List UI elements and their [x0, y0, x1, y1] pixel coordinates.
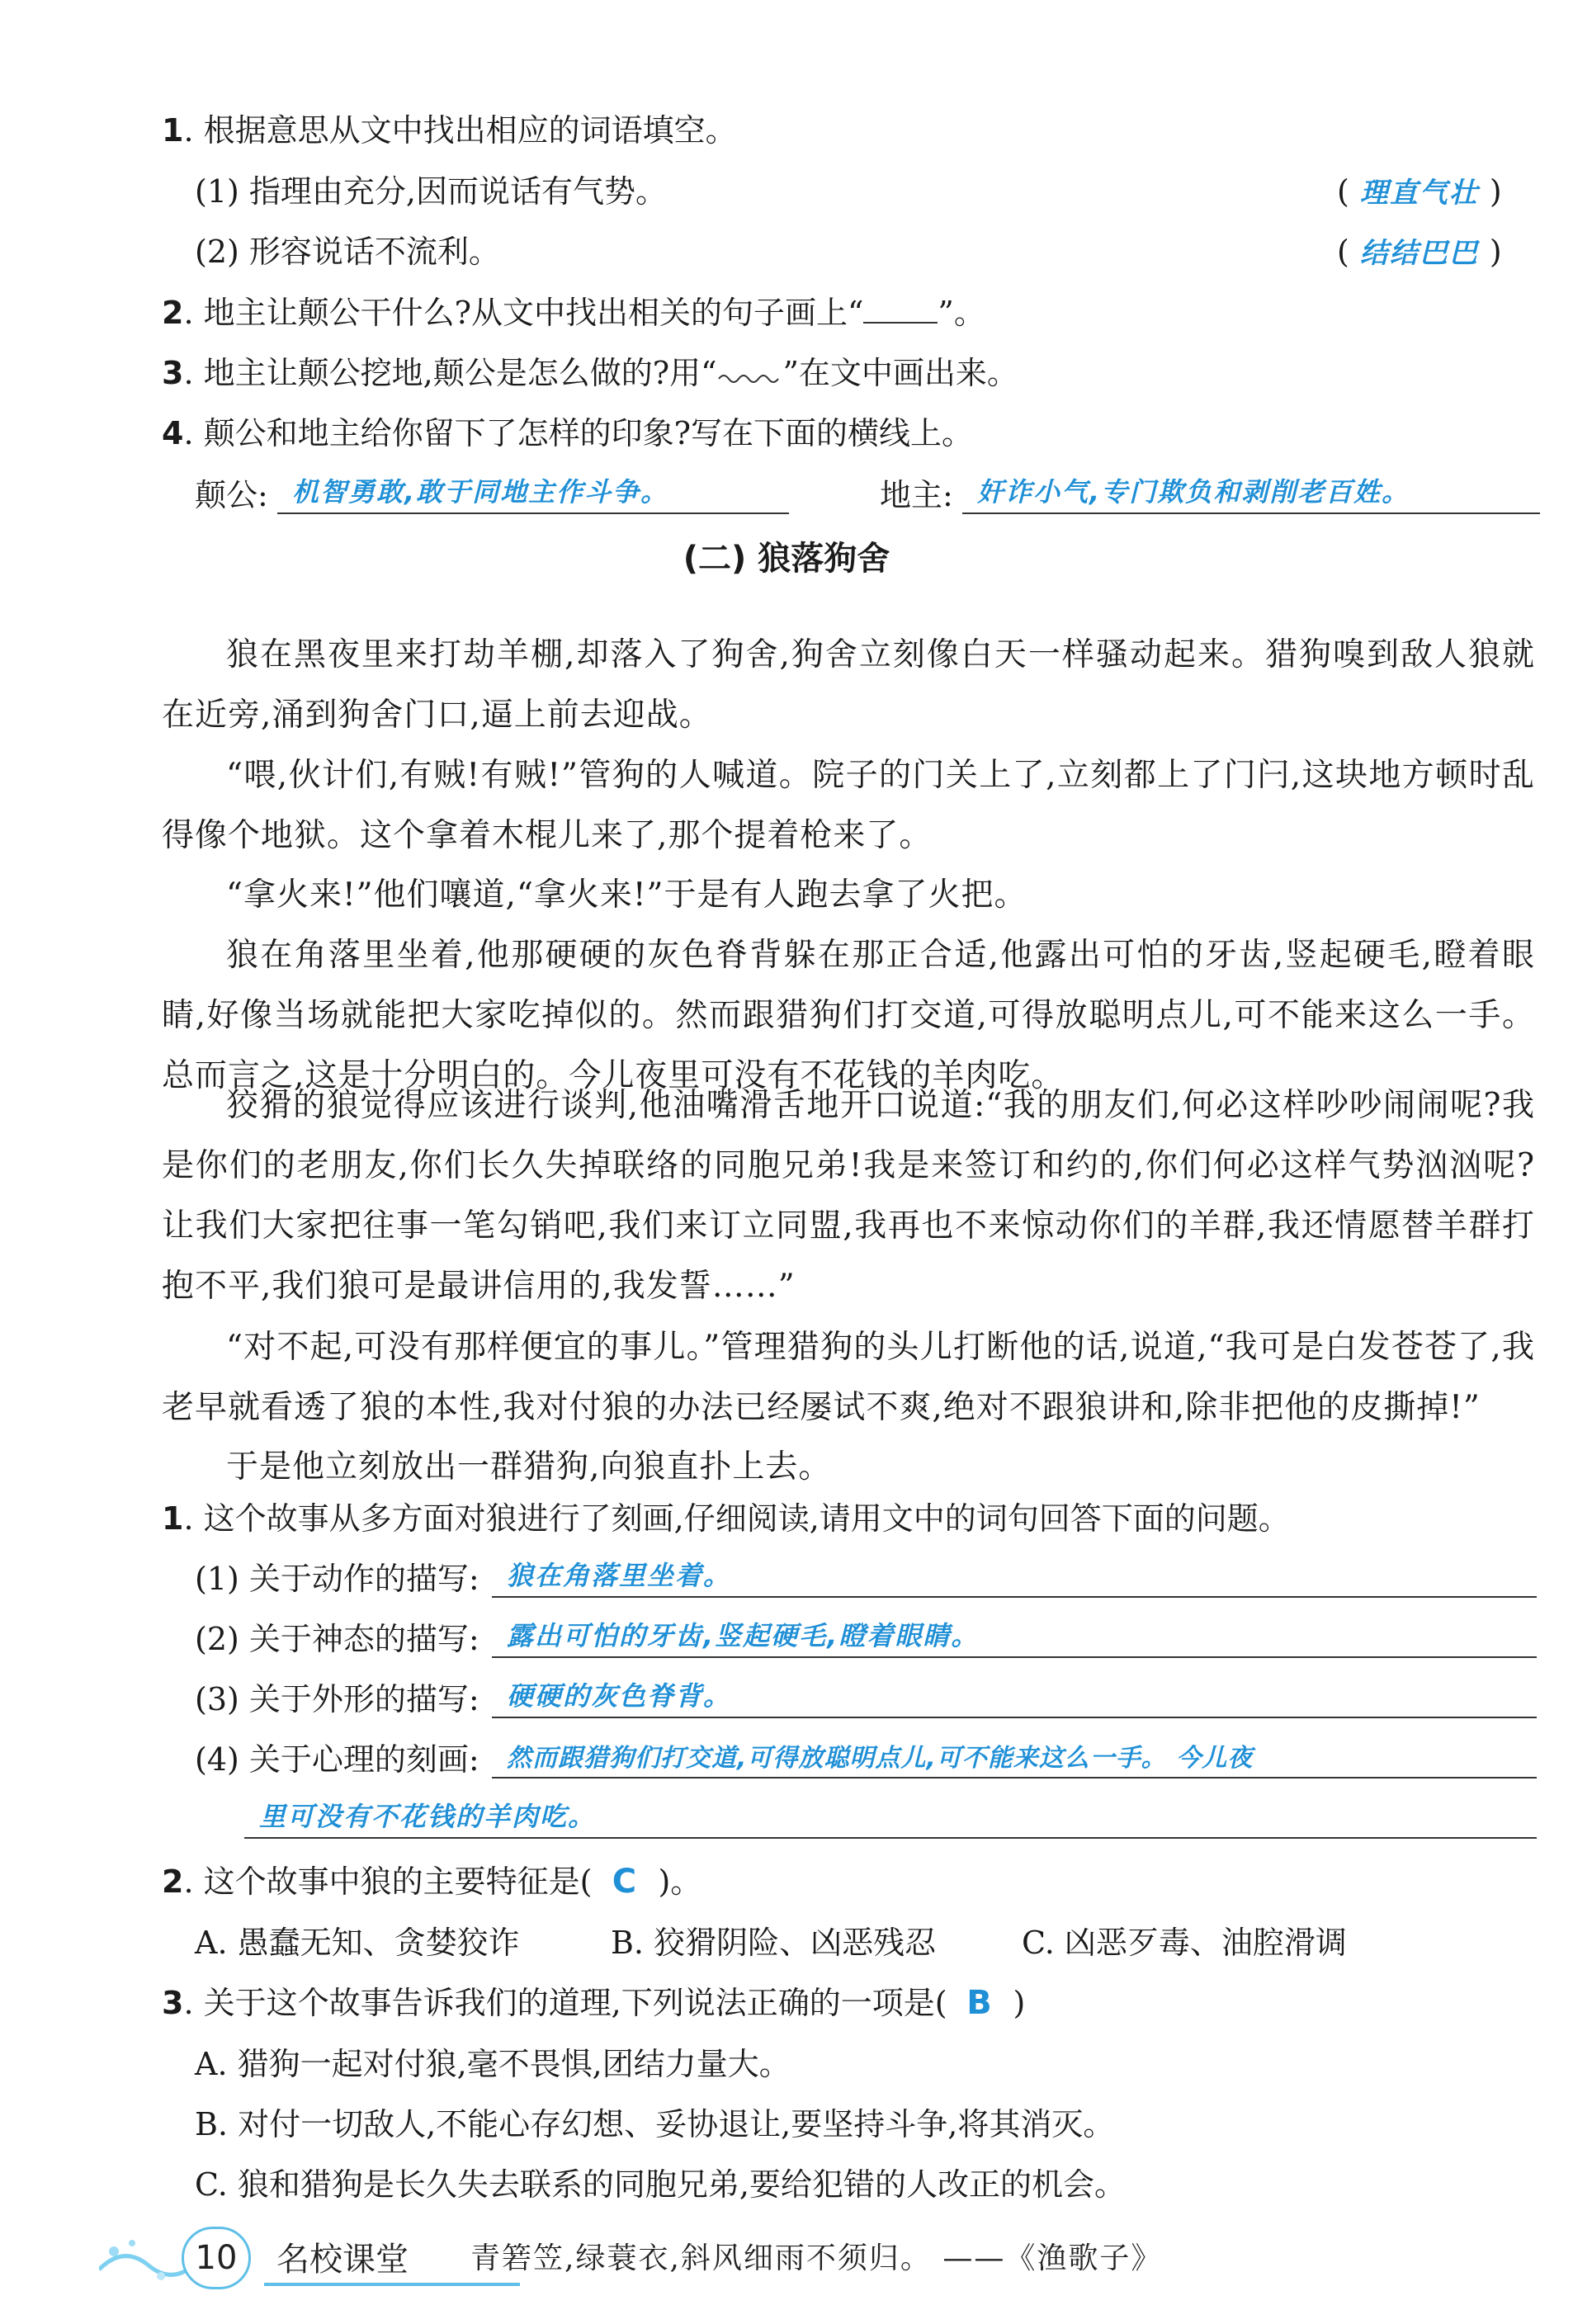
footer-underline	[264, 2283, 520, 2286]
q-expression-label: (2) 关于神态的描写:	[195, 1621, 479, 1657]
question-number: 2	[162, 1863, 184, 1900]
passage-paragraph: “拿火来!”他们嚷道,“拿火来!”于是有人跑去拿了火把。	[226, 876, 1027, 914]
question-4	[162, 413, 973, 454]
passage-paragraph: “喂,伙计们,有贼!有贼!”管狗的人喊道。院子的门关上了,立刻都上了门闩,这块地方顿时乱得像个地狱。这个拿着木棍儿来了,那个提着枪来了。	[162, 757, 1535, 854]
answer-text: 露出可怕的牙齿,竖起硬毛,瞪着眼睛。	[507, 1620, 980, 1651]
question-text: . 这个故事从多方面对狼进行了刻画,仔细阅读,请用文中的词句回答下面的问题。	[183, 1500, 1290, 1537]
wavy-underline-mark	[717, 352, 783, 377]
question-text: )	[1013, 1985, 1026, 2021]
q-psychology-label: (4) 关于心理的刻画:	[195, 1741, 479, 1778]
question-text: . 这个故事中狼的主要特征是(	[183, 1863, 593, 1900]
answer-text: 狼在角落里坐着。	[507, 1560, 732, 1591]
q-appearance-answer-line	[492, 1677, 1537, 1718]
question-1-2	[195, 231, 500, 272]
answer-text: 然而跟猎狗们打交道,可得放聪明点儿,可不能来这么一手。 今儿夜	[507, 1744, 1254, 1773]
question-2-2	[162, 1861, 701, 1902]
answer-text: 理直气壮	[1359, 177, 1479, 210]
q4-dizhu-label: 地主:	[880, 477, 953, 513]
question-2-3	[162, 1982, 1025, 2024]
question-1	[162, 110, 737, 151]
question-number: 3	[162, 1985, 184, 2021]
option-a: A. 猎狗一起对付狼,毫不畏惧,团结力量大。	[195, 2046, 791, 2082]
question-3	[162, 352, 1018, 394]
question-number: 1	[162, 112, 184, 149]
passage-paragraph: 狼在黑夜里来打劫羊棚,却落入了狗舍,狗舍立刻像白天一样骚动起来。猎狗嗅到敌人狼就在近旁,涌到狗舍门口,逼上前去迎战。	[162, 636, 1535, 734]
question-1-1	[195, 171, 667, 212]
question-2-1	[162, 1498, 1290, 1539]
passage-paragraph: 狡猾的狼觉得应该进行谈判,他油嘴滑舌地开口说道:“我的朋友们,何必这样吵吵闹闹呢?我是你们的老朋友,你们长久失掉联络的同胞兄弟!我是来签订和约的,你们何必这样气势汹汹呢?让我们大家把往事一笔勾销吧,我们来订立同盟,我再也不来惊动你们的羊群,我还情愿替羊群打抱不平,我们狼可是最讲信用的,我发誓……”	[162, 1087, 1535, 1305]
answer-bracket-1-1: ( 理直气壮 )	[1337, 171, 1502, 214]
question-text: (1) 指理由充分,因而说话有气势。	[195, 173, 667, 210]
question-number: 1	[162, 1500, 184, 1537]
answer-text: 结结巴巴	[1359, 237, 1479, 270]
q-psychology-answer-line-2	[244, 1797, 1537, 1839]
question-text: . 颠公和地主给你留下了怎样的印象?写在下面的横线上。	[183, 415, 973, 451]
straight-underline-mark	[863, 297, 938, 324]
footer-quote: 青箬笠,绿蓑衣,斜风细雨不须归。 ——《渔歌子》	[470, 2241, 1163, 2275]
question-text: . 地主让颠公干什么?从文中找出相关的句子画上“	[183, 295, 864, 331]
question-text: . 关于这个故事告诉我们的道理,下列说法正确的一项是(	[183, 1985, 947, 2021]
question-number: 4	[162, 415, 184, 451]
option-c: C. 狼和猎狗是长久失去联系的同胞兄弟,要给犯错的人改正的机会。	[195, 2166, 1126, 2203]
option-b: B. 对付一切敌人,不能心存幻想、妥协退让,要坚持斗争,将其消灭。	[195, 2106, 1115, 2142]
passage-paragraph: “对不起,可没有那样便宜的事儿。”管理猎狗的头儿打断他的话,说道,“我可是白发苍苍了,我老早就看透了狼的本性,我对付狼的办法已经屡试不爽,绝对不跟狼讲和,除非把他的皮撕掉!”	[162, 1329, 1535, 1426]
question-text: . 根据意思从文中找出相应的词语填空。	[183, 112, 737, 149]
passage-paragraph: 于是他立刻放出一群猎狗,向狼直扑上去。	[226, 1448, 832, 1486]
q-action-label: (1) 关于动作的描写:	[195, 1561, 479, 1597]
brand-name: 名校课堂	[276, 2241, 409, 2279]
answer-text: 奸诈小气,专门欺负和剥削老百姓。	[977, 476, 1410, 508]
q-psychology-answer-line	[492, 1737, 1537, 1778]
question-number: 2	[162, 295, 184, 331]
q4-dizhu-answer-line	[962, 473, 1540, 514]
option-b: B. 狡猾阴险、凶恶残忍	[611, 1925, 937, 1961]
answer-bracket-1-2: ( 结结巴巴 )	[1337, 231, 1502, 274]
q-expression-answer-line	[492, 1617, 1537, 1658]
question-2	[162, 292, 985, 333]
option-c: C. 凶恶歹毒、油腔滑调	[1022, 1925, 1347, 1961]
option-a: A. 愚蠢无知、贪婪狡诈	[195, 1925, 520, 1961]
question-number: 3	[162, 355, 184, 391]
question-text: . 地主让颠公挖地,颠公是怎么做的?用“	[183, 355, 717, 391]
answer-text: 硬硬的灰色脊背。	[507, 1680, 732, 1712]
q-appearance-label: (3) 关于外形的描写:	[195, 1681, 479, 1717]
answer-choice: C	[612, 1863, 639, 1901]
answer-text: 机智勇敢,敢于同地主作斗争。	[292, 476, 669, 508]
page-footer	[99, 2220, 1502, 2294]
q-action-answer-line	[492, 1556, 1537, 1598]
answer-text: 里可没有不花钱的羊肉吃。	[259, 1801, 597, 1832]
answer-choice: B	[966, 1984, 994, 2022]
question-text: (2) 形容说话不流利。	[195, 234, 500, 270]
page-number: 10	[182, 2227, 251, 2289]
q4-dian-label: 颠公:	[195, 477, 268, 513]
question-text: ”。	[938, 295, 985, 331]
q4-dian-answer-line	[277, 473, 789, 514]
passage-paragraph: 狼在角落里坐着,他那硬硬的灰色脊背躲在那正合适,他露出可怕的牙齿,竖起硬毛,瞪着眼睛,好像当场就能把大家吃掉似的。然而跟猎狗们打交道,可得放聪明点儿,可不能来这么一手。总而言之,这是十分明白的。今儿夜里可没有不花钱的羊肉吃。	[162, 937, 1535, 1094]
section-title: (二) 狼落狗舍	[683, 540, 890, 578]
question-text: ”在文中画出来。	[782, 355, 1018, 391]
question-text: )。	[658, 1863, 702, 1900]
